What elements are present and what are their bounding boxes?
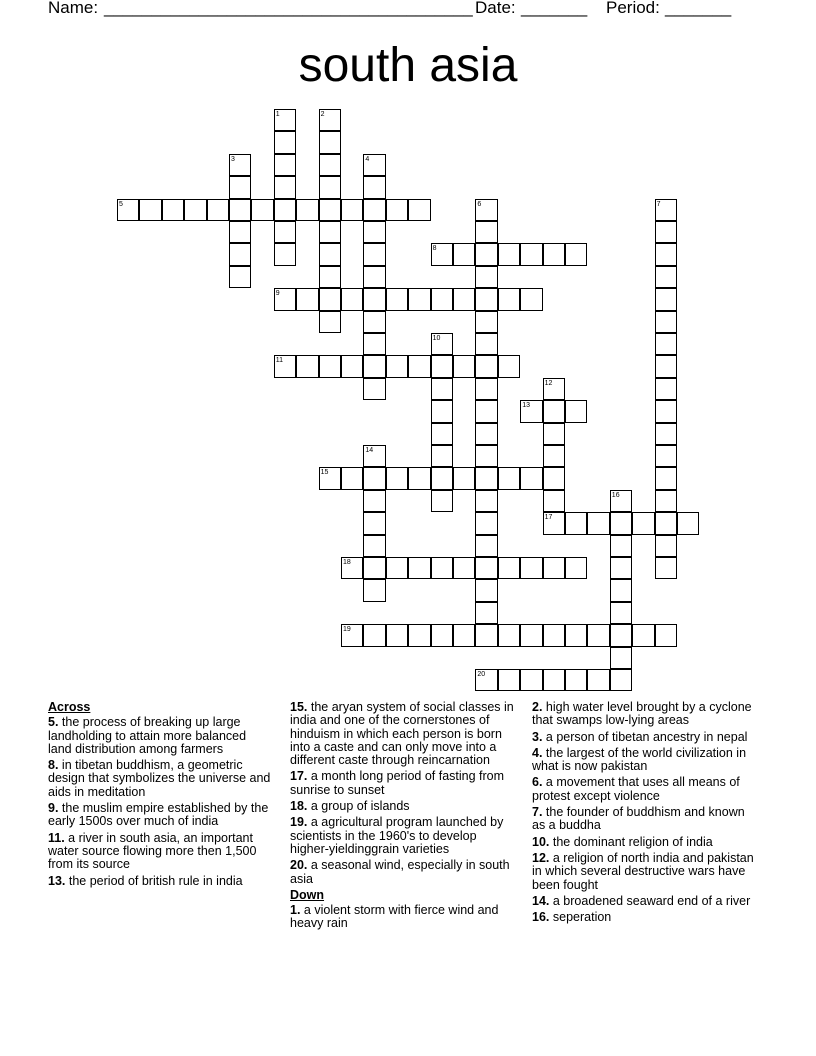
- crossword-cell[interactable]: [319, 131, 341, 153]
- crossword-cell[interactable]: [565, 400, 587, 422]
- crossword-cell[interactable]: [363, 311, 385, 333]
- crossword-cell[interactable]: [274, 154, 296, 176]
- clue-across-19: 19. a agricultural program launched by scientists in the 1960's to develop higher-yieldinggrain varieties: [290, 815, 504, 856]
- crossword-cell[interactable]: [408, 557, 430, 579]
- clue-number-label: 9: [275, 290, 280, 298]
- crossword-cell[interactable]: [498, 243, 520, 265]
- crossword-cell[interactable]: [655, 445, 677, 467]
- crossword-cell[interactable]: [319, 288, 341, 310]
- crossword-cell[interactable]: [587, 512, 609, 534]
- crossword-cell[interactable]: [498, 557, 520, 579]
- crossword-cell[interactable]: [431, 557, 453, 579]
- crossword-cell[interactable]: [655, 199, 677, 221]
- crossword-cell[interactable]: [319, 199, 341, 221]
- crossword-cell[interactable]: [431, 355, 453, 377]
- crossword-cell[interactable]: [453, 557, 475, 579]
- crossword-cell[interactable]: [139, 199, 161, 221]
- clue-number-label: 15: [320, 469, 329, 477]
- crossword-cell[interactable]: [363, 557, 385, 579]
- crossword-cell[interactable]: [610, 647, 632, 669]
- crossword-cell[interactable]: [610, 512, 632, 534]
- clue-number-label: 16: [611, 491, 620, 499]
- crossword-cell[interactable]: [184, 199, 206, 221]
- crossword-cell[interactable]: [520, 243, 542, 265]
- crossword-cell[interactable]: [229, 243, 251, 265]
- crossword-cell[interactable]: [543, 423, 565, 445]
- date-blank[interactable]: _______: [521, 0, 588, 17]
- crossword-cell[interactable]: [543, 445, 565, 467]
- crossword-cell[interactable]: [386, 355, 408, 377]
- crossword-cell[interactable]: [363, 355, 385, 377]
- crossword-cell[interactable]: [363, 467, 385, 489]
- crossword-cell[interactable]: [363, 624, 385, 646]
- crossword-cell[interactable]: [475, 423, 497, 445]
- crossword-cell[interactable]: [363, 535, 385, 557]
- crossword-cell[interactable]: [386, 624, 408, 646]
- crossword-cell[interactable]: [655, 400, 677, 422]
- crossword-cell[interactable]: [386, 467, 408, 489]
- crossword-cell[interactable]: [453, 288, 475, 310]
- crossword-cell[interactable]: [498, 355, 520, 377]
- crossword-cell[interactable]: [341, 467, 363, 489]
- clue-number-label: 10: [432, 335, 441, 342]
- crossword-cell[interactable]: [543, 378, 565, 400]
- crossword-cell[interactable]: [520, 288, 542, 310]
- clue-down-7: 7. the founder of buddhism and known as a buddha: [532, 805, 745, 833]
- clue-across-20: 20. a seasonal wind, especially in south asia: [290, 858, 510, 886]
- crossword-cell[interactable]: [296, 199, 318, 221]
- clue-across-18: 18. a group of islands: [290, 799, 410, 814]
- crossword-cell[interactable]: [475, 243, 497, 265]
- crossword-cell[interactable]: [543, 557, 565, 579]
- name-blank[interactable]: _______________________________________: [104, 0, 473, 17]
- crossword-cell[interactable]: [296, 355, 318, 377]
- crossword-cell[interactable]: [296, 288, 318, 310]
- crossword-cell[interactable]: [655, 355, 677, 377]
- crossword-cell[interactable]: [475, 311, 497, 333]
- down-heading: Down: [290, 887, 325, 902]
- crossword-cell[interactable]: [431, 288, 453, 310]
- crossword-cell[interactable]: [274, 199, 296, 221]
- crossword-cell[interactable]: [655, 266, 677, 288]
- clue-number-label: 12: [544, 379, 553, 387]
- crossword-cell[interactable]: [431, 445, 453, 467]
- crossword-cell[interactable]: [475, 557, 497, 579]
- period-blank[interactable]: _______: [665, 0, 732, 17]
- crossword-cell[interactable]: [475, 490, 497, 512]
- crossword-cell[interactable]: [363, 490, 385, 512]
- crossword-cell[interactable]: [431, 400, 453, 422]
- crossword-cell[interactable]: [498, 467, 520, 489]
- crossword-cell[interactable]: [475, 355, 497, 377]
- clue-down-6: 6. a movement that uses all means of protest except violence: [532, 775, 740, 803]
- crossword-cell[interactable]: [498, 624, 520, 646]
- crossword-cell[interactable]: [363, 199, 385, 221]
- crossword-cell[interactable]: [117, 199, 139, 221]
- crossword-cell[interactable]: [475, 445, 497, 467]
- crossword-cell[interactable]: [274, 131, 296, 153]
- crossword-cell[interactable]: [610, 579, 632, 601]
- crossword-cell[interactable]: [319, 109, 341, 131]
- period-label: Period:: [606, 0, 660, 17]
- crossword-cell[interactable]: [453, 624, 475, 646]
- crossword-cell[interactable]: [610, 624, 632, 646]
- crossword-cell[interactable]: [319, 467, 341, 489]
- crossword-cell[interactable]: [363, 579, 385, 601]
- clues-column-1: [48, 701, 273, 891]
- crossword-cell[interactable]: [543, 669, 565, 691]
- crossword-cell[interactable]: [543, 467, 565, 489]
- crossword-cell[interactable]: [431, 378, 453, 400]
- clue-number-label: 20: [477, 671, 486, 678]
- crossword-cell[interactable]: [251, 199, 273, 221]
- crossword-cell[interactable]: [610, 535, 632, 557]
- crossword-cell[interactable]: [475, 333, 497, 355]
- crossword-cell[interactable]: [431, 624, 453, 646]
- crossword-cell[interactable]: [408, 355, 430, 377]
- crossword-cell[interactable]: [655, 311, 677, 333]
- crossword-cell[interactable]: [475, 199, 497, 221]
- clue-number-label: 6: [477, 200, 482, 208]
- clue-number-label: 1: [275, 111, 280, 118]
- crossword-cell[interactable]: [408, 624, 430, 646]
- crossword-cell[interactable]: [632, 512, 654, 534]
- clue-number-label: 2: [320, 111, 325, 118]
- crossword-cell[interactable]: [475, 288, 497, 310]
- crossword-cell[interactable]: [431, 333, 453, 355]
- crossword-cell[interactable]: [587, 669, 609, 691]
- crossword-cell[interactable]: [453, 467, 475, 489]
- crossword-cell[interactable]: [565, 557, 587, 579]
- crossword-cell[interactable]: [229, 154, 251, 176]
- crossword-cell[interactable]: [520, 669, 542, 691]
- clue-number-label: 18: [343, 559, 351, 566]
- clue-down-16: 16. seperation: [532, 910, 612, 925]
- crossword-cell[interactable]: [632, 624, 654, 646]
- crossword-cell[interactable]: [229, 199, 251, 221]
- crossword-cell[interactable]: [655, 288, 677, 310]
- crossword-cell[interactable]: [565, 243, 587, 265]
- crossword-cell[interactable]: [655, 243, 677, 265]
- crossword-cell[interactable]: [543, 512, 565, 534]
- crossword-cell[interactable]: [431, 490, 453, 512]
- crossword-cell[interactable]: [274, 109, 296, 131]
- crossword-cell[interactable]: [453, 243, 475, 265]
- clue-number-label: 13: [522, 402, 530, 410]
- crossword-cell[interactable]: [274, 288, 296, 310]
- crossword-cell[interactable]: [319, 176, 341, 198]
- crossword-cell[interactable]: [319, 154, 341, 176]
- crossword-cell[interactable]: [543, 490, 565, 512]
- clues-column-2: [290, 701, 515, 934]
- crossword-cell[interactable]: [341, 199, 363, 221]
- crossword-cell[interactable]: [363, 378, 385, 400]
- crossword-cell[interactable]: [475, 602, 497, 624]
- crossword-cell[interactable]: [274, 176, 296, 198]
- crossword-cell[interactable]: [677, 512, 699, 534]
- crossword-cell[interactable]: [431, 423, 453, 445]
- crossword-cell[interactable]: [498, 288, 520, 310]
- crossword-cell[interactable]: [341, 624, 363, 646]
- crossword-cell[interactable]: [341, 288, 363, 310]
- crossword-cell[interactable]: [475, 624, 497, 646]
- clues-column-3: [532, 701, 757, 927]
- crossword-cell[interactable]: [363, 445, 385, 467]
- clue-across-17: 17. a month long period of fasting from sunrise to sunset: [290, 769, 505, 797]
- clue-down-2: 2. high water level brought by a cyclone that swamps low-lying areas: [532, 700, 752, 728]
- clue-number-label: 17: [544, 514, 553, 522]
- clue-number-label: 7: [656, 200, 661, 208]
- crossword-cell[interactable]: [587, 624, 609, 646]
- clue-number-label: 8: [432, 245, 437, 253]
- crossword-cell[interactable]: [475, 467, 497, 489]
- crossword-cell[interactable]: [610, 602, 632, 624]
- crossword-cell[interactable]: [520, 467, 542, 489]
- crossword-cell[interactable]: [229, 266, 251, 288]
- crossword-cell[interactable]: [408, 288, 430, 310]
- crossword-cell[interactable]: [543, 243, 565, 265]
- crossword-cell[interactable]: [431, 467, 453, 489]
- clue-number-label: 11: [275, 357, 284, 365]
- clue-number-label: 14: [365, 447, 374, 454]
- crossword-cell[interactable]: [319, 243, 341, 265]
- crossword-cell[interactable]: [363, 512, 385, 534]
- clue-across-11: 11. a river in south asia, an important water source flowing more then 1,500 from its source: [48, 830, 257, 872]
- crossword-cell[interactable]: [229, 176, 251, 198]
- clue-down-4: 4. the largest of the world civilization in what is now pakistan: [532, 745, 747, 774]
- crossword-cell[interactable]: [655, 512, 677, 534]
- crossword-cell[interactable]: [363, 288, 385, 310]
- crossword-cell[interactable]: [475, 669, 497, 691]
- crossword-cell[interactable]: [363, 243, 385, 265]
- clue-number-label: 19: [343, 626, 351, 634]
- clue-across-15: 15. the aryan system of social classes in india and one of the cornerstones of hinduism in which each person is born into a caste and can only move into a different caste through reincarnation: [290, 700, 514, 768]
- clue-down-10: 10. the dominant religion of india: [532, 834, 713, 849]
- crossword-cell[interactable]: [520, 400, 542, 422]
- crossword-cell[interactable]: [543, 400, 565, 422]
- date-label: Date:: [475, 0, 516, 17]
- clue-down-12: 12. a religion of north india and pakistan in which several destructive wars have been fought: [532, 850, 754, 892]
- crossword-cell[interactable]: [319, 311, 341, 333]
- crossword-cell[interactable]: [655, 490, 677, 512]
- crossword-cell[interactable]: [475, 579, 497, 601]
- crossword-cell[interactable]: [655, 467, 677, 489]
- crossword-cell[interactable]: [520, 557, 542, 579]
- crossword-cell[interactable]: [363, 154, 385, 176]
- crossword-cell[interactable]: [565, 512, 587, 534]
- crossword-cell[interactable]: [341, 355, 363, 377]
- clue-across-9: 9. the muslim empire established by the early 1500s over much of india: [48, 801, 269, 829]
- crossword-cell[interactable]: [610, 669, 632, 691]
- crossword-cell[interactable]: [274, 355, 296, 377]
- crossword-cell[interactable]: [655, 624, 677, 646]
- crossword-cell[interactable]: [565, 624, 587, 646]
- crossword-cell[interactable]: [543, 624, 565, 646]
- crossword-cell[interactable]: [655, 423, 677, 445]
- crossword-cell[interactable]: [498, 669, 520, 691]
- clue-number-label: 5: [119, 200, 123, 208]
- crossword-cell[interactable]: [475, 266, 497, 288]
- clue-down-1: 1. a violent storm with fierce wind and heavy rain: [290, 903, 499, 931]
- crossword-cell[interactable]: [319, 221, 341, 243]
- clue-across-8: 8. in tibetan buddhism, a geometric design that symbolizes the universe and aids in meditation: [48, 758, 271, 799]
- crossword-cell[interactable]: [319, 266, 341, 288]
- clue-number-label: 4: [365, 155, 370, 163]
- crossword-cell[interactable]: [475, 400, 497, 422]
- crossword-cell[interactable]: [363, 333, 385, 355]
- crossword-cell[interactable]: [655, 333, 677, 355]
- crossword-cell[interactable]: [475, 535, 497, 557]
- crossword-cell[interactable]: [565, 669, 587, 691]
- crossword-cell[interactable]: [274, 221, 296, 243]
- crossword-cell[interactable]: [162, 199, 184, 221]
- crossword-cell[interactable]: [475, 221, 497, 243]
- crossword-cell[interactable]: [229, 221, 251, 243]
- crossword-cell[interactable]: [207, 199, 229, 221]
- name-label: Name:: [48, 0, 99, 17]
- clue-number-label: 3: [231, 155, 235, 163]
- crossword-cell[interactable]: [655, 221, 677, 243]
- crossword-cell[interactable]: [341, 557, 363, 579]
- crossword-cell[interactable]: [431, 243, 453, 265]
- crossword-cell[interactable]: [386, 288, 408, 310]
- crossword-cell[interactable]: [386, 557, 408, 579]
- across-heading: Across: [48, 700, 91, 714]
- crossword-cell[interactable]: [363, 221, 385, 243]
- crossword-cell[interactable]: [319, 355, 341, 377]
- clue-down-14: 14. a broadened seaward end of a river: [532, 893, 751, 908]
- crossword-cell[interactable]: [274, 243, 296, 265]
- crossword-cell[interactable]: [363, 266, 385, 288]
- clue-down-3: 3. a person of tibetan ancestry in nepal: [532, 729, 748, 744]
- crossword-cell[interactable]: [408, 467, 430, 489]
- crossword-cell[interactable]: [655, 535, 677, 557]
- crossword-cell[interactable]: [655, 557, 677, 579]
- crossword-cell[interactable]: [408, 199, 430, 221]
- crossword-cell[interactable]: [363, 176, 385, 198]
- crossword-cell[interactable]: [655, 378, 677, 400]
- crossword-cell[interactable]: [453, 355, 475, 377]
- crossword-cell[interactable]: [475, 378, 497, 400]
- page-title: south asia: [298, 39, 518, 92]
- clue-across-5: 5. the process of breaking up large landholding to attain more balanced land distribution among farmers: [48, 715, 247, 756]
- crossword-cell[interactable]: [386, 199, 408, 221]
- crossword-cell[interactable]: [610, 490, 632, 512]
- crossword-cell[interactable]: [520, 624, 542, 646]
- crossword-cell[interactable]: [475, 512, 497, 534]
- clue-across-13: 13. the period of british rule in india: [48, 873, 243, 888]
- crossword-cell[interactable]: [610, 557, 632, 579]
